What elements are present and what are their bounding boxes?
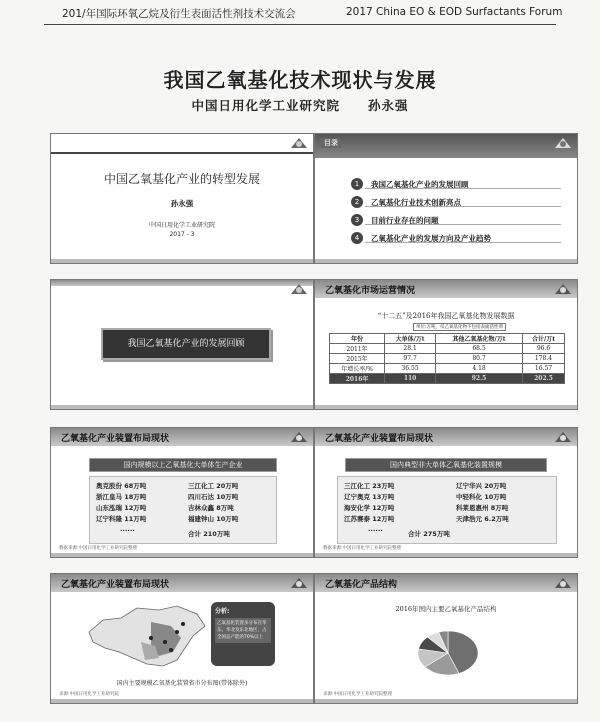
table-cell: 36.55 bbox=[385, 364, 436, 374]
table-cell: 28.1 bbox=[385, 344, 436, 354]
slide8-heading: 乙氧基化产品结构 bbox=[325, 580, 398, 590]
agenda-num: 3 bbox=[351, 214, 363, 226]
total-capacity: 合计 210万吨 bbox=[188, 530, 230, 538]
table-cell: 202.5 bbox=[523, 374, 565, 384]
company-cell: 江苏赛泰 12万吨 bbox=[344, 515, 395, 523]
header-rule bbox=[44, 24, 556, 25]
company-cell: 吉林众鑫 8万吨 bbox=[188, 504, 234, 512]
paper-affiliation: 中国日用化学工业研究院 bbox=[191, 98, 340, 113]
table-row bbox=[330, 364, 565, 374]
slide-3 bbox=[50, 279, 314, 410]
eo-data-table bbox=[329, 333, 565, 384]
agenda-text: 乙氧基化行业技术创新亮点 bbox=[371, 198, 461, 207]
slide-footer bbox=[315, 405, 577, 409]
forum-logo-icon bbox=[553, 136, 573, 150]
company-cell: 三江化工 23万吨 bbox=[344, 482, 395, 490]
source-note: 来源:中国日用化学工业研究院整理 bbox=[323, 692, 393, 697]
agenda-rule bbox=[365, 188, 561, 189]
forum-logo-icon bbox=[289, 282, 309, 296]
slide1-org: 中国日用化学工业研究院 bbox=[148, 222, 215, 229]
forum-logo-icon bbox=[289, 430, 309, 444]
company-cell: 中轻科化 10万吨 bbox=[456, 493, 507, 501]
slide7-heading: 乙氧基化产业装置布局现状 bbox=[61, 580, 170, 590]
slide-1 bbox=[50, 133, 314, 264]
forum-logo-icon bbox=[553, 576, 573, 590]
slide-band bbox=[315, 428, 577, 446]
company-cell: 浙江皇马 18万吨 bbox=[96, 493, 147, 501]
slide-2 bbox=[314, 133, 578, 264]
analysis-callout bbox=[211, 602, 275, 666]
slide-5 bbox=[50, 427, 314, 558]
company-cell: 三江化工 20万吨 bbox=[188, 482, 239, 490]
company-cell: 四川石达 10万吨 bbox=[188, 493, 239, 501]
slide2-header bbox=[315, 134, 577, 158]
slide-band bbox=[51, 280, 313, 286]
agenda-item-2 bbox=[351, 196, 561, 210]
slide-4 bbox=[314, 279, 578, 410]
company-cell: 山东泓瑞 12万吨 bbox=[96, 504, 147, 512]
slide-footer bbox=[51, 553, 313, 557]
table-row bbox=[330, 344, 565, 354]
unit-note: 单位:万吨，仅乙氧基化物不包括表面活性剂 bbox=[413, 323, 506, 331]
paper-author: 孙永强 bbox=[368, 98, 409, 113]
slide6-heading: 乙氧基化产业装置布局现状 bbox=[325, 434, 434, 444]
slide-footer bbox=[315, 699, 577, 703]
agenda-rule bbox=[365, 224, 561, 225]
slide-footer bbox=[315, 553, 577, 557]
table-header-row bbox=[330, 334, 565, 344]
table-cell: 年增长率/% bbox=[330, 364, 385, 374]
table-cell: 178.4 bbox=[523, 354, 565, 364]
slide-band bbox=[51, 428, 313, 446]
china-map-icon bbox=[81, 602, 211, 672]
table-cell: 68.5 bbox=[436, 344, 523, 354]
agenda-num: 4 bbox=[351, 232, 363, 244]
slide-footer bbox=[51, 259, 313, 263]
header-left: 201/年国际环氧乙烷及衍生表面活性剂技术交流会 bbox=[62, 8, 296, 20]
forum-logo-icon bbox=[289, 576, 309, 590]
slide1-author: 孙永强 bbox=[170, 199, 194, 208]
table-cell: 4.18 bbox=[436, 364, 523, 374]
table-row bbox=[330, 354, 565, 364]
col-header: 合计/万t bbox=[523, 334, 565, 344]
slide-rule bbox=[51, 152, 313, 154]
table-caption: “十二五”及2016年我国乙氧基化物发展数据 bbox=[377, 312, 515, 320]
paper-byline bbox=[0, 96, 600, 114]
slide1-date: 2017 - 3 bbox=[169, 231, 195, 238]
slide2-heading: 目录 bbox=[321, 138, 341, 148]
agenda-num: 1 bbox=[351, 178, 363, 190]
slide-band bbox=[51, 574, 313, 592]
table-cell: 97.7 bbox=[385, 354, 436, 364]
slide6-subtitle: 国内典型非大单体乙氧基化装置规模 bbox=[345, 458, 547, 472]
table-cell: 2015年 bbox=[330, 354, 385, 364]
forum-logo-icon bbox=[553, 282, 573, 296]
slide4-heading: 乙氧基化市场运营情况 bbox=[325, 286, 416, 296]
company-cell: 海安化学 12万吨 bbox=[344, 504, 395, 512]
company-cell: 奥克股份 68万吨 bbox=[96, 482, 147, 490]
company-cell: 科莱恩惠州 8万吨 bbox=[456, 504, 509, 512]
agenda-rule bbox=[365, 242, 561, 243]
slide-footer bbox=[51, 405, 313, 409]
table-cell: 96.6 bbox=[523, 344, 565, 354]
slide-7 bbox=[50, 573, 314, 704]
table-cell: 2016年 bbox=[330, 374, 385, 384]
table-cell: 80.7 bbox=[436, 354, 523, 364]
paper-title: 我国乙氧基化技术现状与发展 bbox=[163, 68, 437, 92]
company-cell: ...... bbox=[120, 525, 135, 533]
source-note: 数据来源:中国日用化学工业研究院整理 bbox=[59, 546, 138, 551]
slide-band bbox=[315, 280, 577, 298]
slide1-title: 中国乙氧基化产业的转型发展 bbox=[103, 172, 260, 186]
agenda-num: 2 bbox=[351, 196, 363, 208]
section-heading-box: 我国乙氧基化产业的发展回顾 bbox=[101, 328, 271, 360]
slide-footer bbox=[51, 699, 313, 703]
col-header: 其他乙氧基化物/万t bbox=[436, 334, 523, 344]
company-cell: ...... bbox=[368, 525, 383, 533]
agenda-text: 目前行业存在的问题 bbox=[371, 216, 439, 225]
company-cell: 辽宁奥克 13万吨 bbox=[344, 493, 395, 501]
slide5-subtitle: 国内规模以上乙氧基化大单体生产企业 bbox=[89, 458, 277, 472]
company-cell: 辽宁科隆 11万吨 bbox=[96, 515, 147, 523]
company-cell: 福建钟山 10万吨 bbox=[188, 515, 239, 523]
slide-band bbox=[315, 574, 577, 592]
company-cell: 天津浩元 6.2万吨 bbox=[456, 515, 509, 523]
table-cell: 16.57 bbox=[523, 364, 565, 374]
table-cell: 92.5 bbox=[436, 374, 523, 384]
forum-logo-icon bbox=[553, 430, 573, 444]
slide-8 bbox=[314, 573, 578, 704]
agenda-item-4 bbox=[351, 232, 561, 246]
col-header: 年份 bbox=[330, 334, 385, 344]
agenda-item-1 bbox=[351, 178, 561, 192]
agenda-text: 我国乙氧基化产业的发展回顾 bbox=[371, 180, 469, 189]
source-note: 数据来源:中国日用化学工业研究院整理 bbox=[323, 546, 402, 551]
table-row bbox=[330, 374, 565, 384]
product-structure-pie bbox=[403, 622, 493, 684]
table-cell: 2011年 bbox=[330, 344, 385, 354]
slide5-heading: 乙氧基化产业装置布局现状 bbox=[61, 434, 170, 444]
callout-title: 分析: bbox=[215, 608, 230, 615]
company-cell: 辽宁华兴 20万吨 bbox=[456, 482, 507, 490]
slide-footer bbox=[315, 259, 577, 263]
company-grid bbox=[89, 476, 277, 544]
slide-6 bbox=[314, 427, 578, 558]
source-note: 来源:中国日用化学工业研究院 bbox=[59, 692, 120, 697]
col-header: 大单体/万t bbox=[385, 334, 436, 344]
agenda-rule bbox=[365, 206, 561, 207]
map-caption: 国内主要规模乙氧基化装置省市分布图(带体除外) bbox=[116, 680, 248, 687]
table-cell: 110 bbox=[385, 374, 436, 384]
forum-logo-icon bbox=[289, 136, 309, 150]
pie-caption: 2016年国内主要乙氧基化产品结构 bbox=[395, 605, 497, 613]
agenda-item-3 bbox=[351, 214, 561, 228]
agenda-text: 乙氧基化产业的发展方向及产业趋势 bbox=[371, 234, 491, 243]
total-capacity: 合计 275万吨 bbox=[408, 530, 450, 538]
callout-body: 乙氧基化装置多分布在华东、华北及东北地区，占全国总产能的70%以上 bbox=[215, 618, 271, 643]
header-right: 2017 China EO & EOD Surfactants Forum bbox=[346, 6, 563, 18]
company-grid bbox=[337, 476, 557, 544]
page-header bbox=[0, 6, 600, 24]
